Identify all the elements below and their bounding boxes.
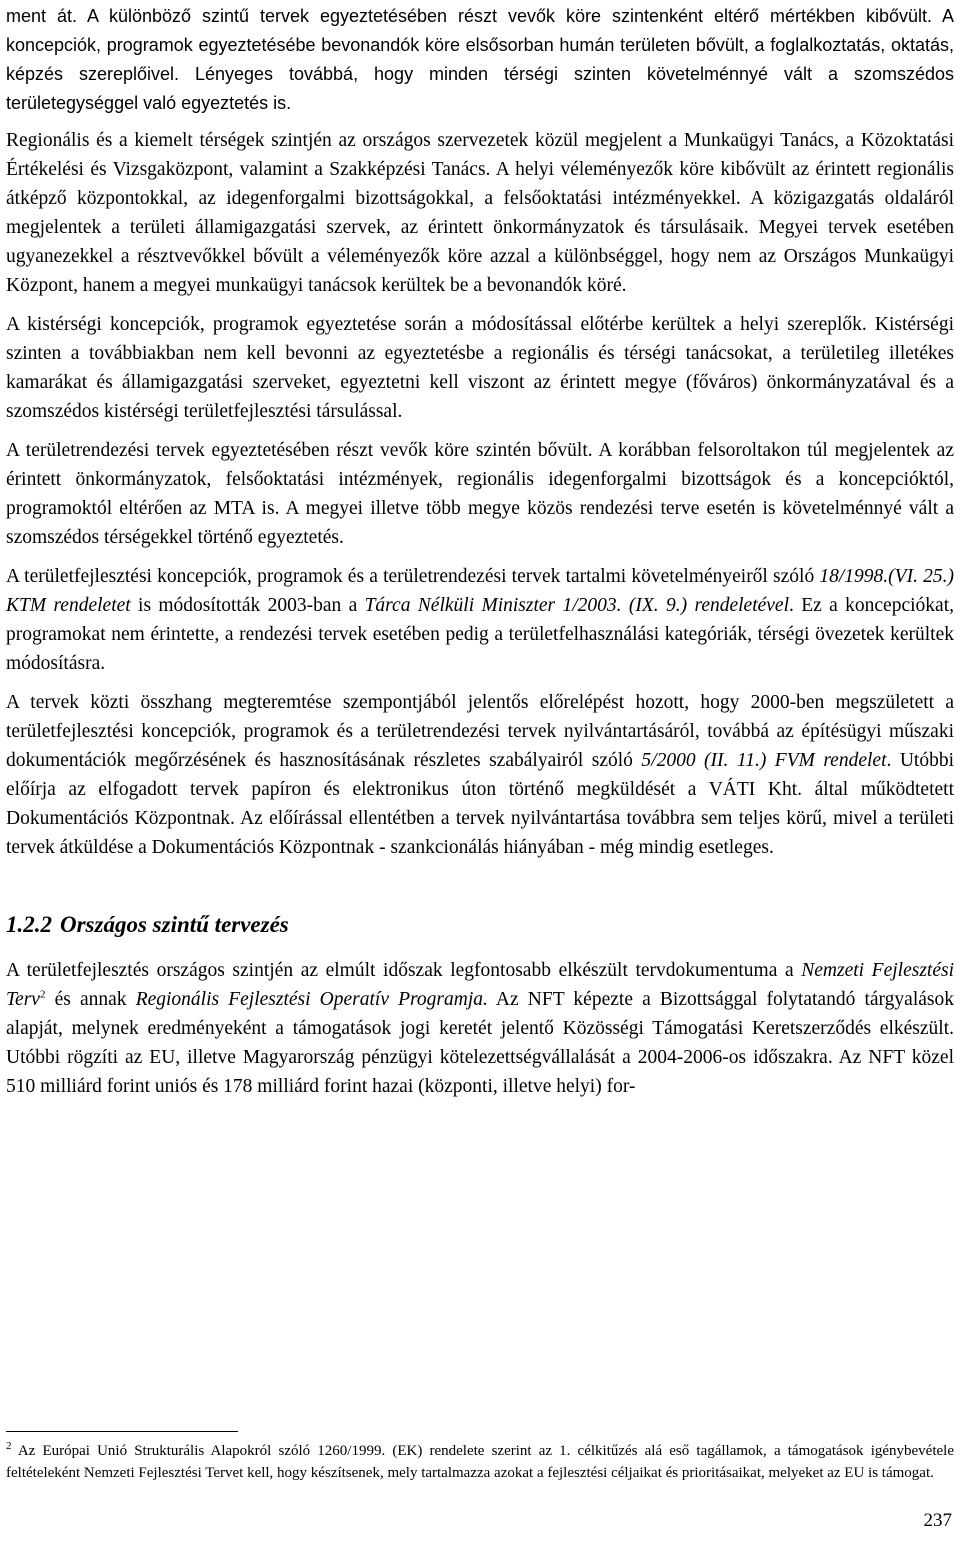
paragraph-fvm-decree	[6, 688, 954, 862]
paragraph-intro: ment át. A különböző szintű tervek egyeztetésében részt vevők köre szintenként eltérő mértékben kibővült. A koncepciók, programok egyeztetésébe bevonandók köre elsősorban humán területen bővült, a foglalkoztatás, oktatás, képzés szereplőivel. Lényeges továbbá, hogy minden térségi szinten követelménnyé vált a szomszédos területegységgel való egyeztetés is.	[6, 6, 954, 113]
decree-reference: Tárca Nélküli Miniszter 1/2003. (IX. 9.) rendeletével	[364, 595, 790, 616]
text-run: Az NFT képezte a Bizottsággal folytatandó tárgyalások alapját, melynek eredményeként a támogatások jogi keretét jelentő Közösségi Támogatási Keretszerződés elkészült. Utóbbi rögzíti az EU, illetve Magyarország pénzügyi kötelezettségvállalását a 2004-2006-os időszakra. Az NFT közel 510 milliárd forint uniós és 178 milliárd forint hazai (központi, illetve helyi) for-	[6, 989, 954, 1097]
text-run: A tervek közti összhang megteremtése szempontjából jelentős előrelépést hozott, hogy 2000-ben megszületett a területfejlesztési koncepciók, programok és a területrendezési tervek nyilvántartásáról, továbbá az építésügyi műszaki dokumentációk megőrzésének és hasznosításának részletes szabályairól szóló	[6, 692, 954, 771]
paragraph-spatial-plans: A területrendezési tervek egyeztetésében részt vevők köre szintén bővült. A korábban felsoroltakon túl megjelentek az érintett önkormányzatok, felsőoktatási intézmények, regionális idegenforgalmi bizottságok és a koncepcióktól, programoktól eltérően az MTA is. A megyei illetve több megye közös rendezési terve esetén is követelménnyé vált a szomszédos térségekkel történő egyeztetés.	[6, 440, 954, 548]
footnote-reference[interactable]: 2	[39, 988, 46, 1001]
decree-reference: 5/2000 (II. 11.) FVM rendelet	[641, 750, 887, 771]
decree-reference: 18/1998.(VI. 25.) KTM rendeletet	[6, 566, 954, 616]
text-run: és annak	[45, 989, 136, 1010]
text-run: . Ez a koncepciókat, programokat nem érintette, a rendezési tervek esetében pedig a területfelhasználási kategóriák, térségi övezetek kerültek módosításra.	[6, 595, 954, 674]
text-run: . Utóbbi előírja az elfogadott tervek papíron és elektronikus úton történő megküldését a VÁTI Kht. által működtetett Dokumentációs Központnak. Az előírással ellentétben a tervek nyilvántartása továbbra sem teljes körű, mivel a területi tervek átküldése a Dokumentációs Központnak - szankcionálás hiányában - még mindig esetleges.	[6, 750, 954, 858]
footnote-marker: 2	[6, 1440, 12, 1452]
footnote-text: Az Európai Unió Strukturális Alapokról szóló 1260/1999. (EK) rendelete szerint az 1. célkitűzés alá eső tagállamok, a támogatások igénybevétele feltételeként Nemzeti Fejlesztési Tervet kell, hogy készítsenek, mely tartalmazza azokat a fejlesztési céljaikat és prioritásaikat, melyeket az EU is támogat.	[6, 1443, 954, 1481]
paragraph-ktm-decree	[6, 562, 954, 678]
paragraph-subregional: A kistérségi koncepciók, programok egyeztetése során a módosítással előtérbe kerültek a helyi szereplők. Kistérségi szinten a továbbiakban nem kell bevonni az egyeztetésbe a regionális és térségi tanácsokat, a területileg illetékes kamarákat és államigazgatási szerveket, egyeztetni kell viszont az érintett megye (főváros) önkormányzatával és a szomszédos kistérségi területfejlesztési társulással.	[6, 314, 954, 422]
paragraph-national-planning	[6, 956, 954, 1101]
section-heading	[6, 910, 954, 940]
paragraph-regional: Regionális és a kiemelt térségek szintjén az országos szervezetek közül megjelent a Munkaügyi Tanács, a Közoktatási Értékelési és Vizsgaközpont, valamint a Szakképzési Tanács. A helyi véleményezők köre kibővült az érintett regionális átképző központokkal, az idegenforgalmi bizottságokkal, a felsőoktatási intézményekkel. A közigazgatás oldaláról megjelentek a területi államigazgatási szervek, az érintett önkormányzatok és társulásaik. Megyei tervek esetében ugyanezekkel a résztvevőkkel bővült a véleményezők köre azzal a különbséggel, hogy nem az Országos Munkaügyi Központ, hanem a megyei munkaügyi tanácsok kerültek be a bevonandók köré.	[6, 130, 954, 296]
text-run: is módosították 2003-ban a	[130, 595, 365, 616]
text-run: A területfejlesztési koncepciók, programok és a területrendezési tervek tartalmi követelményeiről szóló	[6, 566, 820, 587]
page-number: 237	[923, 1510, 952, 1531]
programme-title: Regionális Fejlesztési Operatív Programja.	[135, 989, 488, 1010]
document-page	[6, 0, 954, 1541]
section-title: Országos szintű tervezés	[60, 912, 289, 937]
section-number: 1.2.2	[6, 912, 52, 937]
plan-title: Nemzeti Fejlesztési Terv	[6, 960, 954, 1010]
text-run: A területfejlesztés országos szintjén az elmúlt időszak legfontosabb elkészült tervdokumentuma a	[6, 960, 802, 981]
footnote-divider	[6, 1431, 238, 1432]
footnote	[6, 1440, 954, 1484]
